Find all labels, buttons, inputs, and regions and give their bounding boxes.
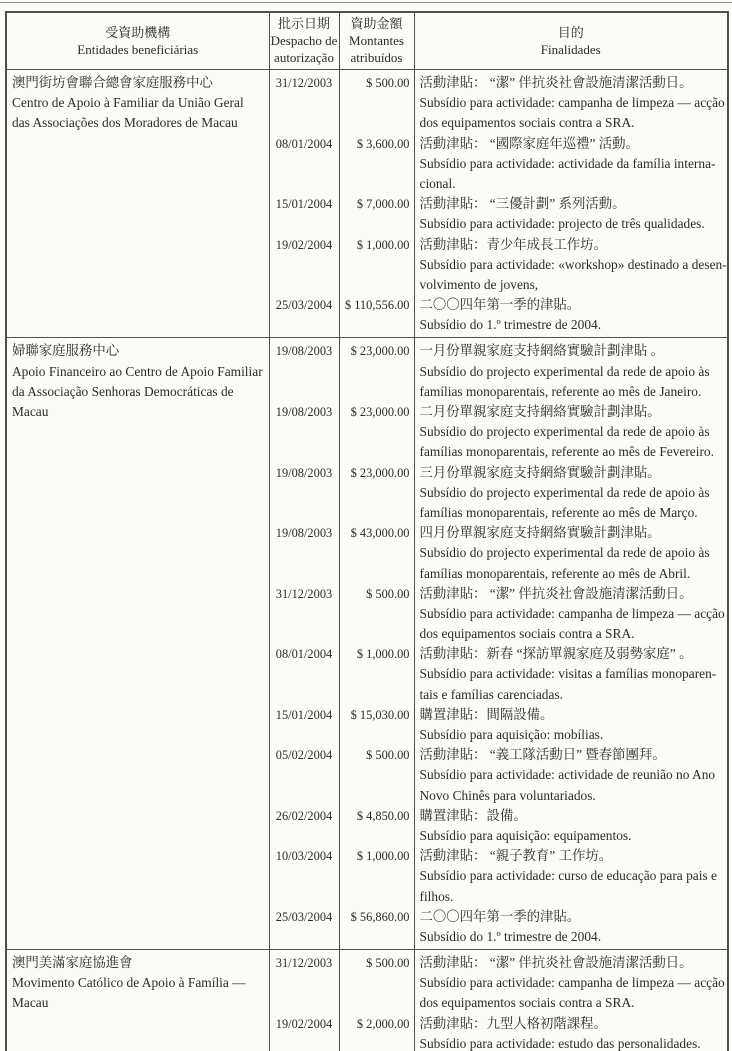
purpose-line: 二〇〇四年第一季的津貼。 [419,297,581,313]
purpose-line: cional. [419,175,456,191]
purpose-line: dos equipamentos sociais contra a SRA. [419,626,635,642]
entity-line: Apoio Financeiro ao Centro de Apoio Familiar [12,363,263,379]
purpose-line: 活動津貼：新春 “探訪單親家庭及弱勢家庭” 。 [419,646,693,662]
amount-value: $ 500.00 [366,748,410,763]
date-value [270,993,339,1013]
purpose-line: Subsídio para aquisição: equipamentos. [419,827,632,843]
purpose-line: Subsídio para actividade: campanha de limpeza — acção [419,605,725,621]
date-value [270,214,339,234]
purpose-cell [414,70,728,338]
date-value: 19/02/2004 [275,1016,333,1031]
amount-value [340,725,414,745]
date-value [270,174,339,194]
date-value [270,604,339,624]
col-header-date-zh: 批示日期 [277,16,330,31]
date-value [270,564,339,584]
col-header-entities-pt: Entidades beneficiárias [77,41,199,57]
amount-value [340,93,414,113]
amount-value [340,973,414,993]
entity-line: Movimento Católico de Apoio à Família — [12,975,246,991]
amount-value [340,685,414,705]
amount-value: $ 1,000.00 [356,237,410,252]
date-value [270,725,339,745]
amount-value [340,382,414,402]
table-row [6,70,728,338]
col-header-entities-zh: 受資助機構 [105,24,171,40]
date-value: 08/01/2004 [275,647,333,662]
amount-cell [339,338,414,950]
amount-value: $ 1,000.00 [356,647,410,662]
purpose-line: volvimento de jovens, [419,276,539,292]
purpose-line: famílias monoparentais, referente ao mês de Janeiro. [419,383,702,399]
entity-line: Macau [12,404,49,419]
amount-value: $ 43,000.00 [350,526,410,541]
page-top-rule [0,2,732,3]
entity-cell [6,338,269,950]
subsidy-table [5,11,729,1051]
purpose-line: Subsídio do projecto experimental da rede de apoio às [419,545,710,561]
purpose-line: 活動津貼： “國際家庭年巡禮” 活動。 [419,135,639,151]
date-value: 25/03/2004 [275,909,333,924]
header-row [6,12,728,70]
col-header-date-pt2: autorização [274,50,334,65]
purpose-line: 活動津貼： “親子教育” 工作坊。 [419,848,613,864]
date-value [270,113,339,133]
purpose-line: 三月份單親家庭支持網絡實驗計劃津貼。 [419,464,661,480]
purpose-line: filhos. [419,888,454,904]
amount-value: $ 4,850.00 [356,808,410,823]
table-header [6,12,728,70]
amount-value [340,275,414,295]
purpose-line: 購置津貼：間隔設備。 [419,706,554,722]
date-value: 19/08/2003 [275,344,333,359]
amount-value [340,993,414,1013]
date-value [270,664,339,684]
amount-value [340,362,414,382]
amount-value [340,786,414,806]
amount-value: $ 1,000.00 [356,849,410,864]
amount-value [340,1034,414,1051]
purpose-line: Subsídio para actividade: projecto de três qualidades. [419,216,705,232]
entity-line: 澳門街坊會聯合總會家庭服務中心 [12,75,213,90]
col-header-amount-pt2: atribuídos [350,50,403,65]
date-value: 31/12/2003 [275,586,333,601]
purpose-line: tais e famílias carenciadas. [419,686,564,702]
date-value: 05/02/2004 [275,748,333,763]
date-value: 10/03/2004 [275,849,333,864]
amount-value [340,422,414,442]
purpose-line: Subsídio para actividade: curso de educação para pais e [419,868,717,884]
purpose-line: 二月份單親家庭支持網絡實驗計劃津貼。 [419,404,661,419]
col-header-date-pt1: Despacho de [270,33,338,48]
purpose-line: 一月份單親家庭支持網絡實驗計劃津貼 。 [419,343,664,359]
date-value [270,927,339,947]
purpose-line: famílias monoparentais, referente ao mês de Fevereiro. [419,444,714,460]
date-value [270,422,339,442]
date-value: 19/08/2003 [275,405,333,419]
purpose-line: 活動津貼： “潔” 伴抗炎社會設施清潔活動日。 [419,955,693,971]
col-header-purpose-pt: Finalidades [540,41,601,57]
date-value [270,154,339,174]
date-value: 26/02/2004 [275,808,333,823]
purpose-cell [414,338,728,950]
date-value [270,503,339,523]
amount-cell [339,70,414,338]
date-value [270,786,339,806]
entity-line: das Associações dos Moradores de Macau [12,115,238,131]
date-value [270,826,339,846]
amount-value: $ 23,000.00 [350,465,410,480]
amount-value: $ 7,000.00 [356,197,410,212]
col-header-amount-pt1: Montantes [349,33,404,48]
date-value: 19/02/2004 [275,237,333,252]
entity-cell [6,950,269,1051]
date-value [270,1034,339,1051]
purpose-line: Subsídio do 1.º trimestre de 2004. [419,317,602,333]
purpose-line: 活動津貼： “義工隊活動日” 暨春節團拜。 [419,747,666,763]
purpose-line: 活動津貼： “三優計劃” 系列活動。 [419,196,626,212]
amount-value [340,174,414,194]
amount-value [340,113,414,133]
date-value: 19/08/2003 [275,526,333,541]
purpose-line: Subsídio para actividade: estudo das personalidades. [419,1035,701,1051]
amount-value [340,887,414,907]
purpose-cell [414,950,728,1051]
purpose-line: Subsídio do projecto experimental da rede de apoio às [419,424,710,440]
amount-value: $ 23,000.00 [350,344,410,359]
date-value [270,866,339,886]
col-header-entities [6,12,269,70]
purpose-line: Subsídio para actividade: campanha de limpeza — acção [419,95,725,111]
amount-value: $ 500.00 [366,956,410,971]
amount-value [340,214,414,234]
date-value: 31/12/2003 [275,76,333,90]
amount-value [340,255,414,275]
col-header-amount-zh: 資助金額 [350,16,403,31]
date-value [270,543,339,563]
amount-value [340,154,414,174]
date-value [270,624,339,644]
date-value [270,255,339,275]
purpose-line: Subsídio para actividade: campanha de limpeza — acção [419,975,725,991]
date-cell [269,950,339,1051]
purpose-line: 活動津貼：青少年成長工作坊。 [419,236,607,252]
entity-cell [6,70,269,338]
amount-value [340,765,414,785]
amount-value [340,442,414,462]
amount-value [340,664,414,684]
amount-value: $ 500.00 [366,76,410,90]
amount-value [340,624,414,644]
purpose-line: 活動津貼： “潔” 伴抗炎社會設施清潔活動日。 [419,585,693,601]
amount-value: $ 23,000.00 [350,405,410,419]
amount-value: $ 110,556.00 [344,298,410,313]
purpose-line: 購置津貼：設備。 [419,807,527,823]
date-value [270,973,339,993]
date-value [270,685,339,705]
col-header-purpose [414,12,728,70]
purpose-line: 四月份單親家庭支持網絡實驗計劃津貼。 [419,525,661,541]
table-body [6,70,728,1051]
date-value: 25/03/2004 [275,298,333,313]
purpose-line: Subsídio do 1.º trimestre de 2004. [419,928,602,944]
purpose-line: 二〇〇四年第一季的津貼。 [419,908,581,924]
col-header-amount [339,12,414,70]
date-value [270,315,339,335]
entity-line: da Associação Senhoras Democráticas de [12,383,234,399]
amount-value [340,503,414,523]
amount-value: $ 56,860.00 [350,909,410,924]
date-value: 08/01/2004 [275,136,333,151]
amount-value: $ 500.00 [366,586,410,601]
entity-line: 澳門美滿家庭協進會 [12,955,133,971]
amount-value: $ 2,000.00 [356,1016,410,1031]
date-value: 15/01/2004 [275,197,333,212]
purpose-line: famílias monoparentais, referente ao mês de Março. [419,504,698,520]
date-cell [269,338,339,950]
purpose-line: Subsídio do projecto experimental da rede de apoio às [419,363,710,379]
entity-line: Centro de Apoio à Familiar da União Geral [12,95,244,111]
date-value [270,765,339,785]
purpose-line: 活動津貼：九型人格初階課程。 [419,1015,607,1031]
date-value [270,442,339,462]
amount-value [340,483,414,503]
col-header-purpose-zh: 目的 [557,24,584,40]
amount-value [340,866,414,886]
amount-value [340,315,414,335]
date-value [270,362,339,382]
amount-value [340,826,414,846]
entity-line: 婦聯家庭服務中心 [12,343,120,359]
purpose-line: Subsídio do projecto experimental da rede de apoio às [419,484,710,500]
date-value: 31/12/2003 [275,956,333,971]
purpose-line: dos equipamentos sociais contra a SRA. [419,115,635,131]
purpose-line: Novo Chinês para voluntariados. [419,787,596,803]
purpose-line: Subsídio para actividade: actividade da família interna- [419,155,716,171]
date-value [270,483,339,503]
amount-value [340,543,414,563]
purpose-line: Subsídio para actividade: «workshop» destinado a desen- [419,256,727,272]
date-value [270,275,339,295]
col-header-date [269,12,339,70]
amount-cell [339,950,414,1051]
date-value [270,887,339,907]
purpose-line: Subsídio para actividade: actividade de reunião no Ano [419,767,716,783]
date-value [270,93,339,113]
purpose-line: Subsídio para actividade: visitas a famílias monoparen- [419,666,717,682]
amount-value: $ 3,600.00 [356,136,410,151]
amount-value [340,564,414,584]
amount-value [340,604,414,624]
date-value: 15/01/2004 [275,707,333,722]
table-row [6,950,728,1051]
table-row [6,338,728,950]
entity-line: Macau [12,995,49,1011]
date-value: 19/08/2003 [275,465,333,480]
amount-value [340,927,414,947]
purpose-line: dos equipamentos sociais contra a SRA. [419,995,635,1011]
date-cell [269,70,339,338]
date-value [270,382,339,402]
purpose-line: famílias monoparentais, referente ao mês de Abril. [419,565,691,581]
purpose-line: 活動津貼： “潔” 伴抗炎社會設施清潔活動日。 [419,75,693,90]
purpose-line: Subsídio para aquisição: mobílias. [419,727,604,742]
amount-value: $ 15,030.00 [350,707,410,722]
